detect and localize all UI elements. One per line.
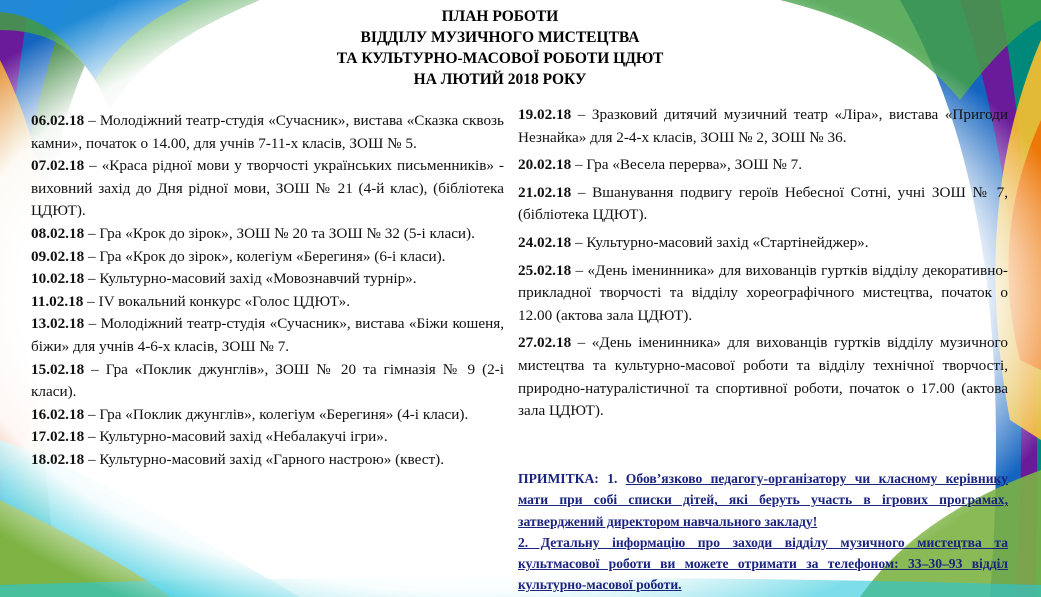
entry-text: – Гра «Весела перерва», ЗОШ № 7. xyxy=(571,156,802,174)
entry-text: – Молодіжний театр-студія «Сучасник», вистава «Біжи кошеня, біжи» для учнів 4-6-х класів, ЗОШ № 7. xyxy=(31,315,504,355)
schedule-entry xyxy=(31,313,504,358)
schedule-entry xyxy=(518,332,1008,422)
entry-date: 11.02.18 xyxy=(31,292,84,310)
entry-date: 09.02.18 xyxy=(31,247,85,265)
entry-text: – Культурно-масовий захід «Стартінейджер». xyxy=(571,233,869,251)
entry-date: 17.02.18 xyxy=(31,428,85,446)
entry-date: 25.02.18 xyxy=(518,261,572,279)
entry-text: – Гра «Крок до зірок», колегіум «Берегиня» (6-і класи). xyxy=(84,247,446,265)
title-line-4: НА ЛЮТИЙ 2018 РОКУ xyxy=(413,71,587,88)
entry-text: – Молодіжний театр-студія «Сучасник», вистава «Сказка сквозь камни», початок о 14.00, для учнів 7-11-х класів, ЗОШ № 5. xyxy=(31,112,504,152)
schedule-entry xyxy=(31,404,504,427)
note-label: ПРИМІТКА: 1. xyxy=(518,471,626,486)
entry-text: – Зразковий дитячий музичний театр «Ліра», вистава «Пригоди Незнайка» для 2-4-х класів, ЗОШ № 2, ЗОШ № 36. xyxy=(518,106,1008,146)
entry-date: 19.02.18 xyxy=(518,106,572,123)
right-schedule-column xyxy=(518,104,1008,428)
schedule-entry xyxy=(518,104,1008,149)
entry-text: – «День іменинника» для вихованців гуртків відділу декоративно-прикладної творчості та відділу хореографічного мистецтва, початок о 12.00 (актова зала ЦДЮТ). xyxy=(518,261,1008,324)
schedule-entry xyxy=(31,268,504,291)
entry-date: 21.02.18 xyxy=(518,183,572,201)
schedule-entry xyxy=(518,154,1008,177)
schedule-entry xyxy=(31,223,504,246)
entry-text: – IV вокальний конкурс «Голос ЦДЮТ». xyxy=(83,292,351,310)
entry-date: 13.02.18 xyxy=(31,315,85,333)
title-line-3: ТА КУЛЬТУРНО-МАСОВОЇ РОБОТИ ЦДЮТ xyxy=(336,50,664,67)
title-line-2: ВІДДІЛУ МУЗИЧНОГО МИСТЕЦТВА xyxy=(360,29,640,46)
title-line-1: ПЛАН РОБОТИ xyxy=(441,8,559,25)
entry-date: 20.02.18 xyxy=(518,156,572,174)
schedule-entry xyxy=(31,449,504,472)
schedule-entry xyxy=(518,232,1008,255)
entry-date: 24.02.18 xyxy=(518,233,572,251)
left-schedule-column xyxy=(31,110,504,472)
schedule-entry xyxy=(31,426,504,449)
page-title xyxy=(0,6,1000,90)
schedule-entry xyxy=(518,182,1008,227)
entry-text: – Культурно-масовий захід «Гарного настрою» (квест). xyxy=(84,450,444,468)
schedule-entry xyxy=(31,359,504,404)
schedule-entry xyxy=(518,260,1008,328)
schedule-entry xyxy=(31,246,504,269)
entry-text: – Гра «Поклик джунглів», колегіум «Берегиня» (4-і класи). xyxy=(84,405,469,423)
note-item-2: 2. Детальну інформацію про заходи відділу музичного мистецтва та культмасової роботи ви можете отримати за телефоном: 33–30–93 відділ культурно-масової роботи. xyxy=(518,534,1008,593)
entry-text: – Вшанування подвигу героїв Небесної Сотні, учні ЗОШ № 7, (бібліотека ЦДЮТ). xyxy=(518,183,1008,224)
entry-text: – «Краса рідної мови у творчості українських письменників» - виховний захід до Дня рідної мови, ЗОШ № 21 (4-й клас), (бібліотека ЦДЮТ). xyxy=(31,157,504,220)
entry-text: – Культурно-масовий захід «Мовознавчий турнір». xyxy=(84,270,417,288)
entry-date: 06.02.18 xyxy=(31,112,85,129)
entry-date: 18.02.18 xyxy=(31,450,85,468)
entry-date: 10.02.18 xyxy=(31,270,85,288)
entry-date: 08.02.18 xyxy=(31,224,85,242)
schedule-entry xyxy=(31,155,504,223)
entry-date: 16.02.18 xyxy=(31,405,85,423)
entry-text: – Гра «Крок до зірок», ЗОШ № 20 та ЗОШ № 32 (5-і класи). xyxy=(84,224,475,242)
entry-date: 15.02.18 xyxy=(31,360,85,378)
entry-text: – Культурно-масовий захід «Небалакучі ігри». xyxy=(84,428,388,446)
schedule-entry xyxy=(31,110,504,155)
note-block xyxy=(518,468,1008,596)
note-item-1: Обов’язково педагогу-організатору чи класному керівнику мати при собі списки дітей, які беруть участь в ігрових програмах, затверджений директором навчального закладу! xyxy=(518,471,1008,529)
entry-date: 27.02.18 xyxy=(518,334,572,352)
entry-text: – Гра «Поклик джунглів», ЗОШ № 20 та гімназія № 9 (2-і класи). xyxy=(31,360,504,401)
schedule-entry xyxy=(31,291,504,314)
entry-text: – «День іменинника» для вихованців гуртків відділу музичного мистецтва та культурно-масової роботи та відділу технічної творчості, природно-натуралістичної та спортивної роботи, початок о 17.00 (актова зала ЦДЮТ). xyxy=(518,334,1008,420)
entry-date: 07.02.18 xyxy=(31,157,85,175)
